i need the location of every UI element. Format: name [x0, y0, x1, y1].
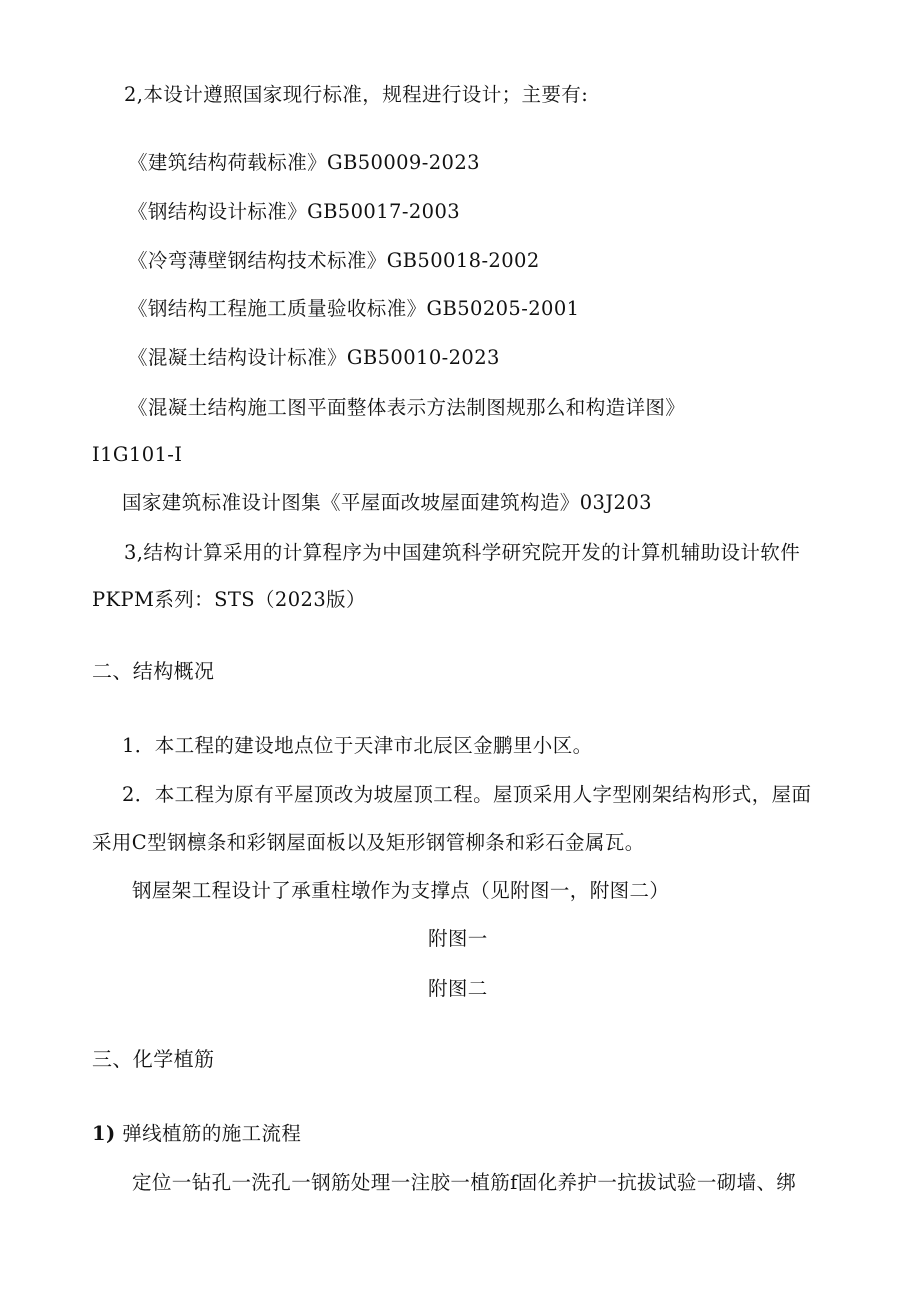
support-note: 钢屋架工程设计了承重柱墩作为支撑点（见附图一，附图二）	[132, 879, 670, 902]
figure-1-label: 附图一	[428, 927, 488, 950]
standard-6: 《混凝土结构施工图平面整体表示方法制图规那么和构造详图》	[128, 396, 686, 419]
section-3-heading: 三、化学植筋	[92, 1047, 215, 1071]
item2-intro: 2,本设计遵照国家现行标准，规程进行设计；主要有:	[124, 83, 589, 106]
process-flow: 定位一钻孔一洗孔一钢筋处理一注胶一植筋f固化养护一抗拔试验一砌墙、绑	[132, 1171, 797, 1194]
design-atlas: 国家建筑标准设计图集《平屋面改坡屋面建筑构造》03J203	[122, 491, 652, 514]
subsection-1-number: 1)	[92, 1122, 116, 1145]
subsection-1	[92, 1121, 301, 1147]
item3-line2: PKPM系列：STS（2023版）	[92, 588, 366, 611]
standard-6-code: I1G101-I	[92, 443, 183, 466]
figure-2-label: 附图二	[428, 977, 488, 1000]
standard-4: 《钢结构工程施工质量验收标准》GB50205-2001	[128, 297, 580, 320]
subsection-1-title: 弹线植筋的施工流程	[122, 1122, 302, 1145]
item3-line1: 3,结构计算采用的计算程序为中国建筑科学研究院开发的计算机辅助设计软件	[124, 541, 801, 564]
overview-item-2-line1: 2．本工程为原有平屋顶改为坡屋顶工程。屋顶采用人字型刚架结构形式，屋面	[122, 783, 812, 806]
standard-5: 《混凝土结构设计标准》GB50010-2023	[128, 346, 500, 369]
overview-item-2-line2: 采用C型钢檩条和彩钢屋面板以及矩形钢管柳条和彩石金属瓦。	[92, 831, 645, 854]
standard-1: 《建筑结构荷载标准》GB50009-2023	[128, 151, 480, 174]
overview-item-1: 1．本工程的建设地点位于天津市北辰区金鹏里小区。	[122, 734, 593, 757]
section-2-heading: 二、结构概况	[92, 659, 215, 683]
standard-3: 《冷弯薄壁钢结构技术标准》GB50018-2002	[128, 249, 540, 272]
standard-2: 《钢结构设计标准》GB50017-2003	[128, 200, 461, 223]
